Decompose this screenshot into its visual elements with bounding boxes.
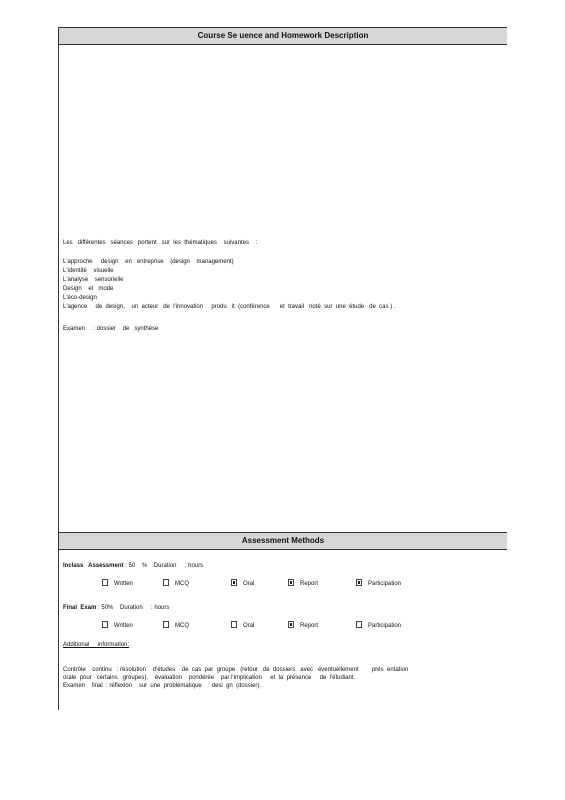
additional-info-line: Contrôle continu : résolution d'études de cas par groupe (retour de dossiers avec éventuellement prés entation [63, 667, 409, 673]
intro-line: Les différentes séances portent sur les thématiques suivantes : [63, 240, 258, 246]
inclass-assessment-line [63, 563, 203, 570]
final-detail: : 50% Duration : hours [96, 605, 170, 611]
checkbox-checked-icon [231, 579, 237, 586]
final-option-mcq[interactable]: MCQ [163, 621, 189, 629]
additional-info-line: orale pour certains groupes), évaluation pondérée par l'implication et la présence de l'étudiant. [63, 675, 356, 681]
topic-line: L'éco-design [63, 295, 97, 301]
topic-line: L'approche design en entreprise (design management) [63, 259, 234, 265]
checkbox-icon [356, 621, 362, 628]
checkbox-checked-icon [356, 579, 362, 586]
inclass-option-written[interactable]: Written [102, 579, 133, 587]
checkbox-icon [102, 579, 108, 586]
topic-line: L'identité visuelle [63, 268, 114, 274]
additional-information-label: Additional information: [63, 642, 130, 648]
final-exam-line [63, 605, 169, 612]
topic-line: L'agence de design, un acteur de l'innovation produ it (conférence et travail noté sur une étude de cas ) . [63, 304, 396, 310]
assessment-methods-header: Assessment Methods [59, 532, 507, 550]
inclass-option-participation[interactable]: Participation [356, 579, 401, 587]
topic-line: Design et mode [63, 286, 114, 292]
course-sequence-header: Course Se uence and Homework Description [59, 27, 507, 45]
topic-line: L'analyse sensorielle [63, 277, 124, 283]
checkbox-checked-icon [288, 579, 294, 586]
course-frame [58, 27, 507, 710]
inclass-option-mcq[interactable]: MCQ [163, 579, 189, 587]
inclass-option-oral[interactable]: Oral [231, 579, 254, 587]
checkbox-icon [163, 621, 169, 628]
inclass-label: Inclass Assessment [63, 563, 124, 569]
final-label: Final Exam [63, 605, 97, 611]
checkbox-icon [163, 579, 169, 586]
final-option-written[interactable]: Written [102, 621, 133, 629]
exam-line: Examen : dossier de synthèse [63, 326, 159, 332]
additional-info-line: Examen final : réflexion sur une problématique desi gn (dossier). [63, 683, 262, 689]
final-option-oral[interactable]: Oral [231, 621, 254, 629]
checkbox-icon [231, 621, 237, 628]
inclass-detail: : 50 % Duration : hours [123, 563, 204, 569]
inclass-option-report[interactable]: Report [288, 579, 318, 587]
final-option-participation[interactable]: Participation [356, 621, 401, 629]
checkbox-checked-icon [288, 621, 294, 628]
checkbox-icon [102, 621, 108, 628]
final-option-report[interactable]: Report [288, 621, 318, 629]
